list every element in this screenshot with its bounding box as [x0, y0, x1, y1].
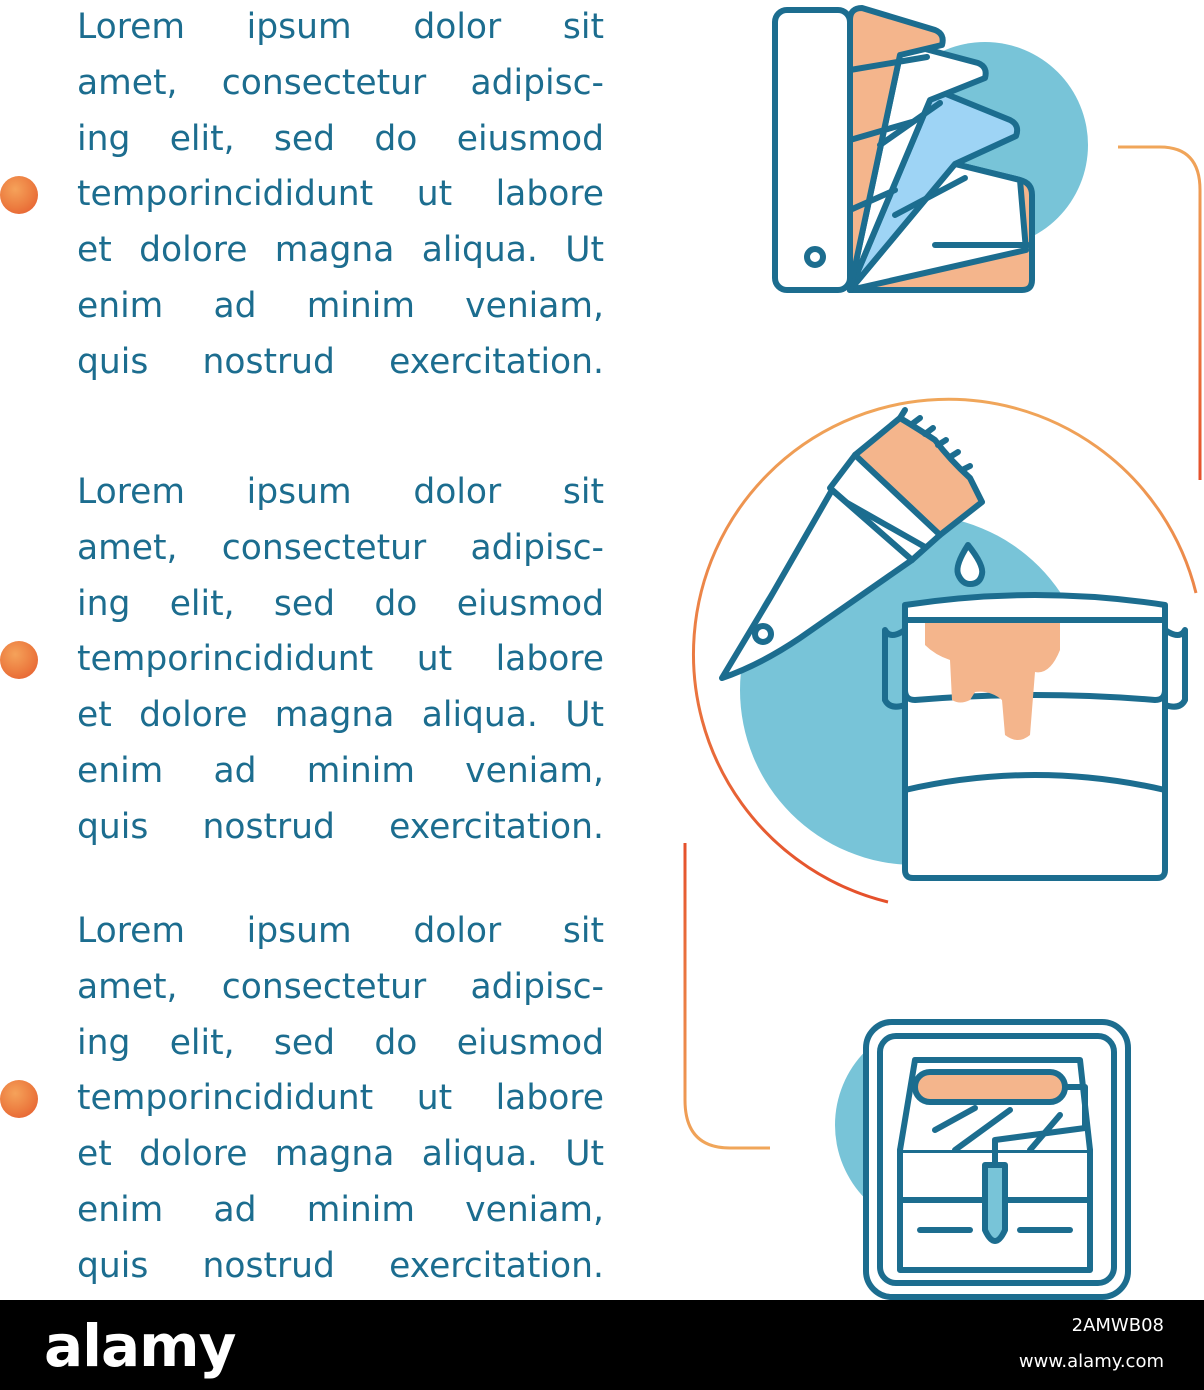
text-line: temporincididunt ut labore — [77, 639, 604, 680]
text-line: enim ad minim veniam, — [77, 285, 604, 326]
image-reference — [1019, 1308, 1164, 1380]
text-line: et dolore magna aliqua. Ut — [77, 1134, 604, 1175]
text-line: ing elit, sed do eiusmod — [77, 118, 604, 159]
text-line: enim ad minim veniam, — [77, 750, 604, 791]
alamy-logo: alamy — [44, 1312, 236, 1380]
source-url: www.alamy.com — [1018, 1351, 1164, 1372]
text-line: enim ad minim veniam, — [77, 1189, 604, 1230]
color-palette-fan-icon — [775, 8, 1088, 290]
text-line: ing elit, sed do eiusmod — [77, 1022, 604, 1063]
text-line: quis nostrud exercitation. — [77, 806, 604, 847]
paint-roller-tray-icon — [835, 1020, 1128, 1297]
text-line: temporincididunt ut labore — [77, 1078, 604, 1119]
image-id: 2AMWB08 — [1071, 1315, 1164, 1336]
text-line: quis nostrud exercitation. — [77, 341, 604, 382]
paintbrush-and-paint-bucket-icon — [722, 410, 1185, 878]
stock-watermark-banner — [0, 1300, 1204, 1390]
text-line: amet, consectetur adipisc- — [77, 966, 604, 1007]
text-line: et dolore magna aliqua. Ut — [77, 695, 604, 736]
text-line: quis nostrud exercitation. — [77, 1245, 604, 1286]
connector-bottom-left — [685, 843, 770, 1148]
text-line: amet, consectetur adipisc- — [77, 527, 604, 568]
text-line: temporincididunt ut labore — [77, 174, 604, 215]
connector-top-right — [1118, 147, 1200, 480]
text-line: Lorem ipsum dolor sit — [77, 7, 604, 47]
text-line: Lorem ipsum dolor sit — [77, 472, 604, 512]
text-line: amet, consectetur adipisc- — [77, 62, 604, 103]
text-line: Lorem ipsum dolor sit — [77, 911, 604, 951]
text-line: et dolore magna aliqua. Ut — [77, 230, 604, 271]
text-line: ing elit, sed do eiusmod — [77, 583, 604, 624]
